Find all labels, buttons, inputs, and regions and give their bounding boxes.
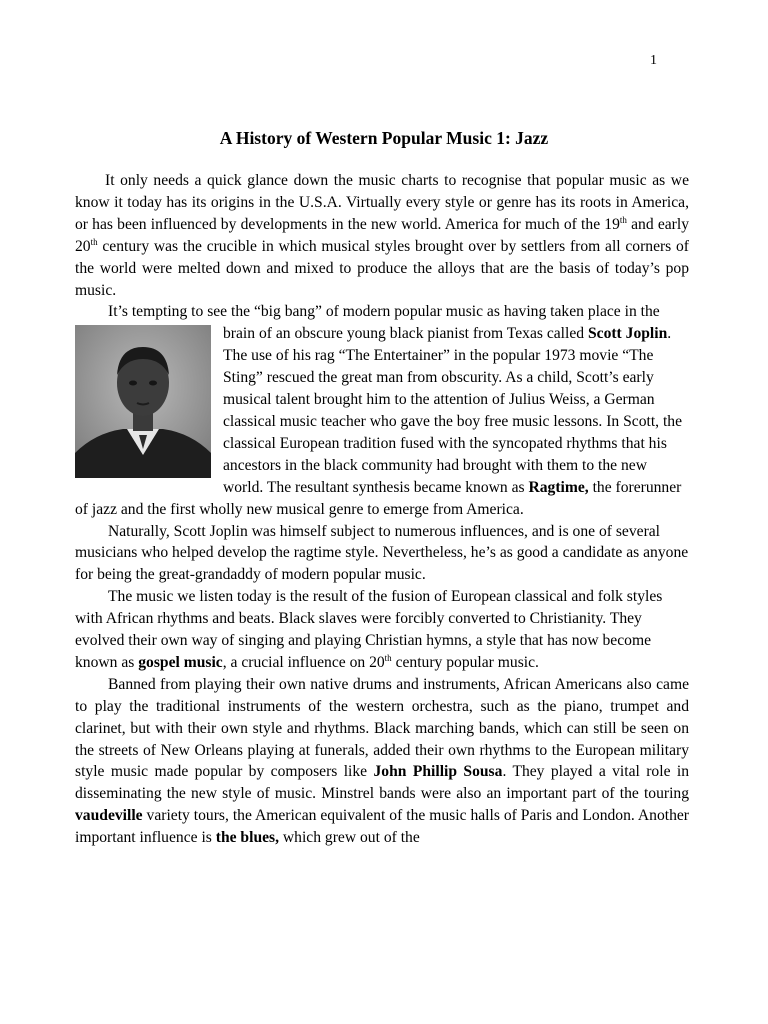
text-run: The music we listen today is the result of the fusion of European classical and folk styles with African rhythms and beats. Black slaves were forcibly converted to Christianity. They evolved their own way of singing and playing Christian hymns, a style that has now become known as (75, 588, 663, 671)
text-run: , a crucial influence on 20 (222, 653, 385, 671)
paragraph-4 (75, 586, 689, 674)
bold-text: Scott Joplin (587, 325, 668, 343)
text-run: Banned from playing their own native drums and instruments, African Americans also came to play the traditional instruments of the western orchestra, such as the piano, trumpet and clarinet, but with their own style and rhythms. Black marching bands, which can still be seen on the streets of New Orleans playing at funerals, added their own rhythms to the European military style music made popular by composers like (75, 675, 689, 781)
text-run: which grew out of the (279, 829, 420, 847)
text-run: . The use of his rag “The Entertainer” in the popular 1973 movie “The Sting” rescued the great man from obscurity. As a child, Scott’s early musical talent brought him to the attention of Julius Weiss, a German classical music teacher who gave the boy free music lessons. In Scott, the classical European tradition fused with the syncopated rhythms that his ancestors in the black community had brought with them to the new world. The resultant synthesis became known as (223, 325, 683, 496)
bold-text: Ragtime, (528, 478, 589, 496)
superscript: th (384, 652, 392, 663)
page-number: 1 (650, 53, 657, 68)
document-title: A History of Western Popular Music 1: Jazz (219, 128, 549, 148)
text-run: It only needs a quick glance down the music charts to recognise that popular music as we know it today has its origins in the U.S.A. Virtually every style or genre has its roots in America, or has been influenced by developments in the new world. America for much of the 19 (75, 172, 689, 233)
superscript: th (90, 236, 98, 247)
text-run: century was the crucible in which musical styles brought over by settlers from all corners of the world were melted down and mixed to produce the alloys that are the basis of today’s pop music. (75, 237, 689, 299)
text-run: and early 20 (75, 215, 689, 255)
bold-text: vaudeville (75, 807, 143, 825)
text-run: It’s tempting to see the “big bang” of modern popular music as having taken place in the brain of an obscure young black pianist from Texas called (108, 303, 660, 343)
paragraph-5 (75, 674, 689, 849)
document-body (75, 170, 689, 849)
text-run: the forerunner of jazz and the first wholly new musical genre to emerge from America. (75, 478, 682, 518)
bold-text: the blues, (215, 829, 280, 847)
text-run: . They played a vital role in disseminating the new style of music. Minstrel bands were also an important part of the touring (75, 763, 690, 803)
text-run: century popular music. (391, 653, 539, 671)
text-run: variety tours, the American equivalent of the music halls of Paris and London. Another important influence is (75, 807, 689, 847)
paragraph-2 (75, 301, 689, 520)
paragraph-1 (75, 170, 689, 301)
superscript: th (619, 214, 627, 225)
bold-text: John Phillip Sousa (373, 763, 503, 781)
scott-joplin-portrait (75, 325, 211, 478)
bold-text: gospel music (138, 653, 223, 671)
paragraph-3: Naturally, Scott Joplin was himself subject to numerous influences, and is one of several musicians who helped develop the ragtime style. Nevertheless, he’s as good a candidate as anyone for being the great-grandaddy of modern popular music. (75, 522, 689, 584)
